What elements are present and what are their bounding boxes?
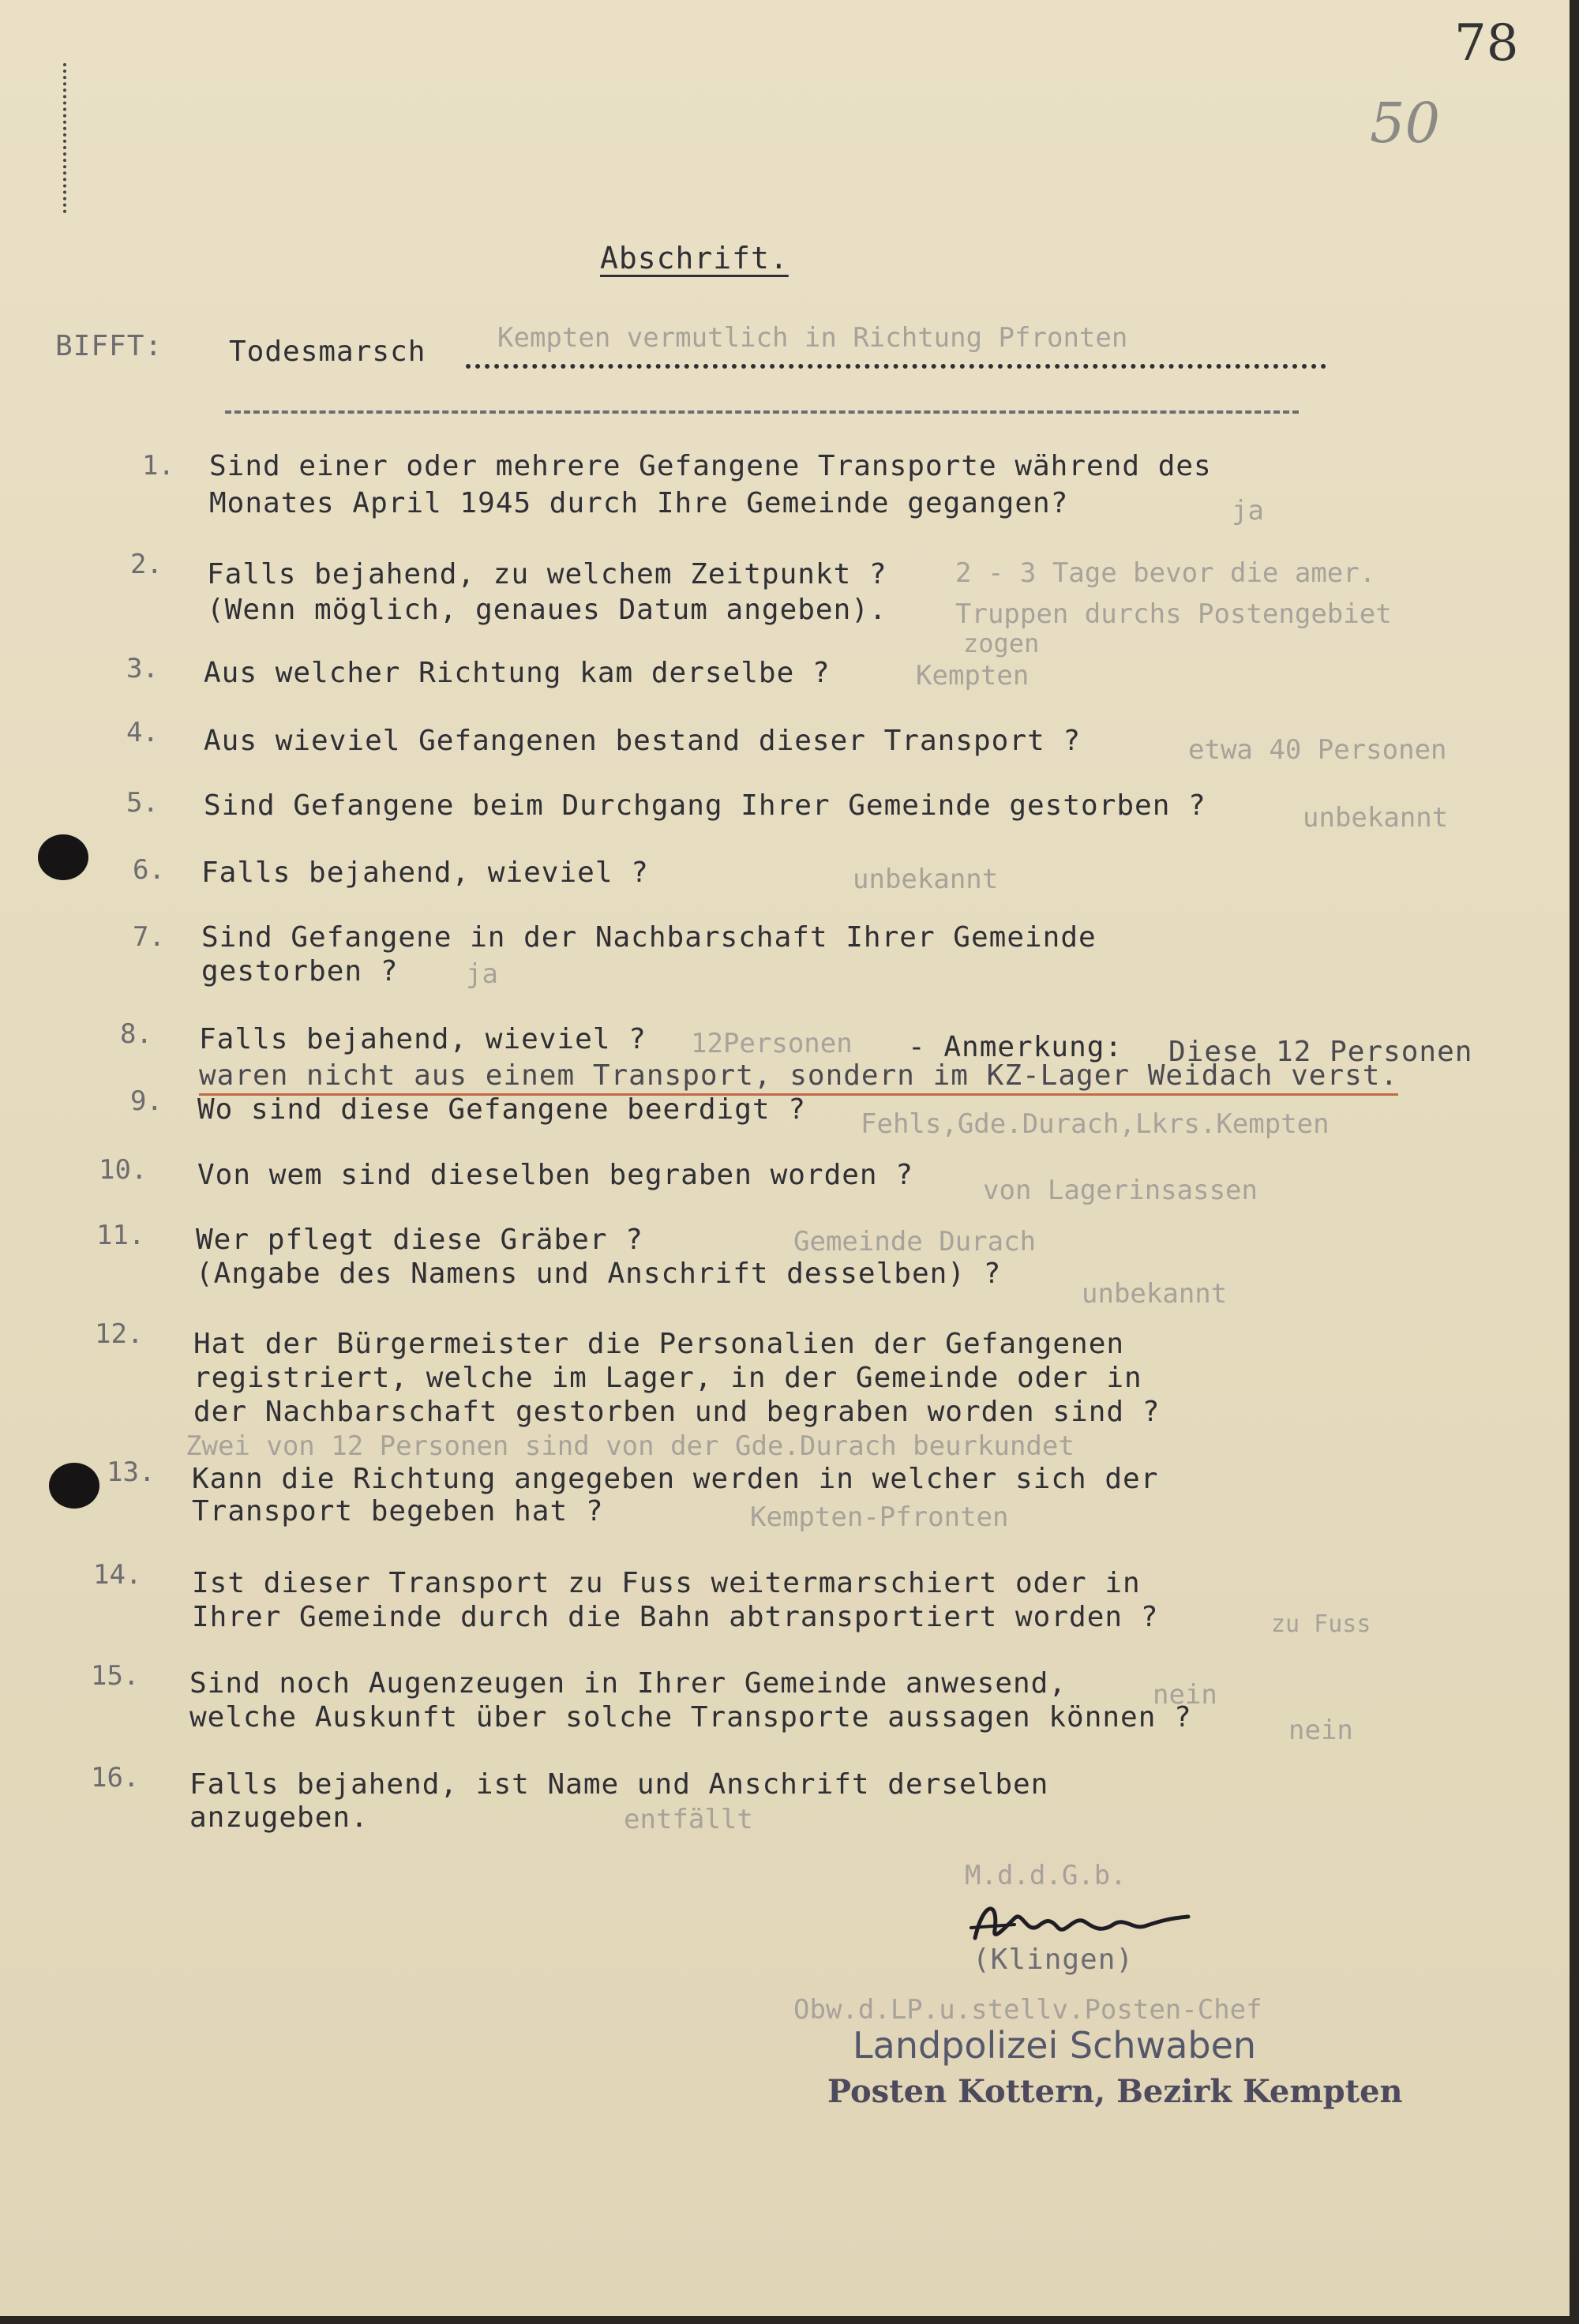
punch-hole: [49, 1463, 99, 1509]
signature-name: (Klingen): [973, 1944, 1135, 1976]
question-text: Falls bejahend, ist Name und Anschrift derselben: [189, 1768, 1049, 1801]
pencil-folio-number: 50: [1370, 91, 1441, 156]
answer-text: Gemeinde Durach: [793, 1226, 1037, 1258]
question-number: 12.: [95, 1318, 144, 1350]
answer-text: unbekannt: [1303, 802, 1449, 834]
handwritten-signature: [967, 1895, 1196, 1950]
answer-text: nein: [1153, 1679, 1217, 1711]
question-text: anzugeben.: [189, 1801, 369, 1834]
answer-text: Kempten-Pfronten: [750, 1501, 1009, 1533]
answer-text: entfällt: [624, 1804, 753, 1835]
question-text: (Angabe des Namens und Anschrift desselben) ?: [196, 1258, 1002, 1290]
question-text: Sind Gefangene beim Durchgang Ihrer Gemeinde gestorben ?: [204, 789, 1206, 822]
question-number: 16.: [91, 1762, 140, 1794]
scan-edge-bottom: [0, 2316, 1579, 2324]
margin-marks: [63, 63, 98, 213]
stamp-line-1: Landpolizei Schwaben: [853, 2024, 1257, 2067]
answer-text: unbekannt: [853, 864, 999, 895]
question-text: Von wem sind dieselben begraben worden ?: [197, 1159, 913, 1191]
page-number: 78: [1454, 14, 1519, 73]
subject-dotted-line: [466, 359, 1326, 369]
question-text: Transport begeben hat ?: [192, 1495, 604, 1527]
question-number: 10.: [99, 1154, 148, 1186]
answer-text: zogen: [963, 628, 1040, 658]
signature-rank: Obw.d.LP.u.stellv.Posten-Chef: [793, 1994, 1262, 2026]
question-number: 6.: [133, 854, 165, 886]
question-text: Aus welcher Richtung kam derselbe ?: [204, 657, 831, 689]
annotation-text: Diese 12 Personen: [1168, 1036, 1473, 1068]
question-text: Sind einer oder mehrere Gefangene Transporte während des: [209, 450, 1212, 482]
question-number: 11.: [96, 1220, 145, 1251]
question-text: Wer pflegt diese Gräber ?: [196, 1224, 643, 1256]
question-text: Falls bejahend, wieviel ?: [199, 1023, 647, 1055]
answer-text: Fehls,Gde.Durach,Lkrs.Kempten: [861, 1108, 1330, 1140]
question-number: 8.: [120, 1018, 152, 1050]
answer-text: 2 - 3 Tage bevor die amer.: [955, 557, 1376, 589]
annotation-label: - Anmerkung:: [908, 1031, 1123, 1063]
answer-text: nein: [1288, 1715, 1353, 1746]
subject-label: BIFFT:: [55, 330, 163, 362]
question-text: Hat der Bürgermeister die Personalien der Gefangenen: [193, 1328, 1125, 1360]
question-number: 4.: [126, 717, 159, 748]
answer-text: von Lagerinsassen: [983, 1175, 1258, 1206]
question-number: 3.: [126, 653, 159, 684]
question-text: Kann die Richtung angegeben werden in welcher sich der: [192, 1463, 1159, 1495]
question-number: 13.: [107, 1456, 156, 1488]
question-text: Aus wieviel Gefangenen bestand dieser Transport ?: [204, 725, 1082, 757]
question-text: registriert, welche im Lager, in der Gemeinde oder in: [193, 1362, 1142, 1394]
answer-text: etwa 40 Personen: [1188, 734, 1447, 766]
question-number: 9.: [130, 1085, 163, 1117]
question-text: Falls bejahend, zu welchem Zeitpunkt ?: [207, 558, 887, 590]
question-number: 2.: [130, 549, 163, 580]
annotation-text: waren nicht aus einem Transport, sondern im KZ-Lager Weidach verst.: [199, 1059, 1398, 1096]
question-text: Monates April 1945 durch Ihre Gemeinde gegangen?: [209, 487, 1069, 519]
question-number: 1.: [142, 450, 174, 482]
answer-text: unbekannt: [1082, 1278, 1228, 1310]
stamp-line-2: Posten Kottern, Bezirk Kempten: [827, 2073, 1403, 2110]
answer-text: 12Personen: [691, 1028, 853, 1059]
question-text: der Nachbarschaft gestorben und begraben worden sind ?: [193, 1396, 1161, 1428]
answer-text: Truppen durchs Postengebiet: [955, 598, 1392, 630]
question-number: 14.: [93, 1559, 142, 1591]
question-text: welche Auskunft über solche Transporte aussagen können ?: [189, 1701, 1192, 1734]
question-text: Ist dieser Transport zu Fuss weitermarschiert oder in: [192, 1567, 1141, 1599]
signature-formula: M.d.d.G.b.: [965, 1860, 1127, 1891]
question-number: 7.: [133, 921, 165, 953]
question-text: Wo sind diese Gefangene beerdigt ?: [197, 1093, 806, 1126]
subject-text: Todesmarsch: [229, 335, 426, 368]
question-text: gestorben ?: [201, 955, 399, 988]
subject-answer: Kempten vermutlich in Richtung Pfronten: [497, 322, 1128, 354]
punch-hole: [38, 834, 88, 880]
answer-text: zu Fuss: [1271, 1610, 1371, 1638]
answer-text: ja: [1232, 495, 1264, 527]
question-number: 15.: [91, 1660, 140, 1692]
answer-text: Zwei von 12 Personen sind von der Gde.Durach beurkundet: [186, 1430, 1075, 1462]
answer-text: Kempten: [916, 660, 1030, 692]
question-text: (Wenn möglich, genaues Datum angeben).: [207, 594, 887, 626]
scan-edge-right: [1570, 0, 1579, 2324]
question-text: Ihrer Gemeinde durch die Bahn abtransportiert worden ?: [192, 1601, 1159, 1633]
question-text: Sind noch Augenzeugen in Ihrer Gemeinde anwesend,: [189, 1667, 1067, 1700]
question-text: Sind Gefangene in der Nachbarschaft Ihrer Gemeinde: [201, 921, 1097, 954]
question-number: 5.: [126, 787, 159, 819]
question-text: Falls bejahend, wieviel ?: [201, 857, 649, 889]
separator-line: [225, 410, 1299, 414]
answer-text: ja: [466, 958, 498, 990]
document-heading: Abschrift.: [600, 241, 789, 276]
